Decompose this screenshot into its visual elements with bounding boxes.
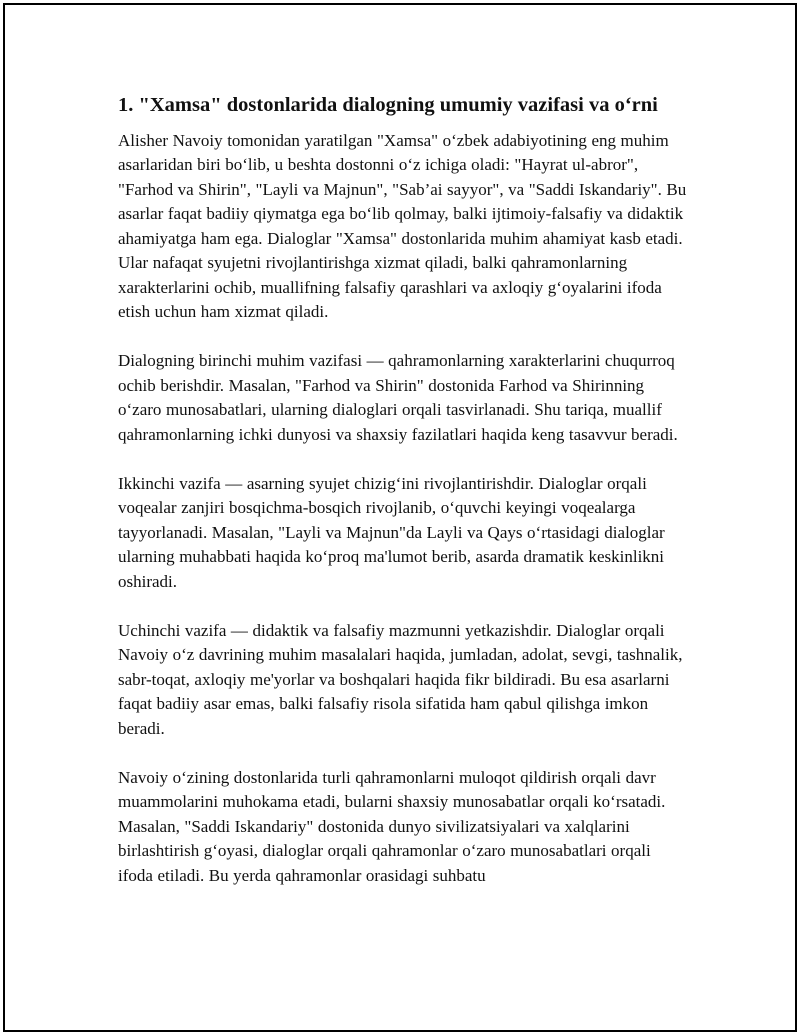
paragraph-1: Alisher Navoiy tomonidan yaratilgan "Xamsa" o‘zbek adabiyotining eng muhim asarlaridan biri bo‘lib, u beshta dostonni o‘z ichiga oladi: "Hayrat ul-abror", "Farhod va Shirin", "Layli va Majnun", "Sab’ai sayyor", va "Saddi Iskandariy". Bu asarlar faqat badiiy qiymatga ega bo‘lib qolmay, balki ijtimoiy-falsafiy va didaktik ahamiyatga ham ega. Dialoglar "Xamsa" dostonlarida muhim ahamiyat kasb etadi. Ular nafaqat syujetni rivojlantirishga xizmat qiladi, balki qahramonlarning xarakterlarini ochib, muallifning falsafiy qarashlari va axloqiy g‘oyalarini ifoda etish uchun ham xizmat qiladi. — [118, 130, 687, 322]
section-heading: 1. "Xamsa" dostonlarida dialogning umumiy vazifasi va o‘rni — [118, 94, 658, 116]
paragraph-4: Uchinchi vazifa — didaktik va falsafiy mazmunni yetkazishdir. Dialoglar orqali Navoiy o‘z davrining muhim masalalari haqida, jumladan, adolat, sevgi, tashnalik, sabr-toqat, axloqiy me'yorlar va boshqalari haqida fikr bildiradi. Bu esa asarlarni faqat badiiy asar emas, balki falsafiy risola sifatida ham qabul qilishga imkon beradi. — [118, 620, 683, 738]
paragraph-2: Dialogning birinchi muhim vazifasi — qahramonlarning xarakterlarini chuqurroq ochib berishdir. Masalan, "Farhod va Shirin" dostonida Farhod va Shirinning o‘zaro munosabatlari, ularning dialoglari orqali tasvirlanadi. Shu tariqa, muallif qahramonlarning ichki dunyosi va shaxsiy fazilatlari haqida keng tasavvur beradi. — [118, 351, 678, 444]
paragraph-3: Ikkinchi vazifa — asarning syujet chizig‘ini rivojlantirishdir. Dialoglar orqali voqealar zanjiri bosqichma-bosqich rivojlanib, o‘quvchi keyingi voqealarga tayyorlanadi. Masalan, "Layli va Majnun"da Layli va Qays o‘rtasidagi dialoglar ularning muhabbati haqida ko‘proq ma'lumot berib, asarda dramatik keskinlikni oshiradi. — [118, 473, 665, 591]
document-body — [118, 92, 688, 913]
paragraph-5: Navoiy o‘zining dostonlarida turli qahramonlarni muloqot qildirish orqali davr muammolarini muhokama etadi, bularni shaxsiy munosabatlar orqali ko‘rsatadi. Masalan, "Saddi Iskandariy" dostonida dunyo sivilizatsiyalari va xalqlarini birlashtirish g‘oyasi, dialoglar orqali qahramonlar o‘zaro munosabatlari orqali ifoda etiladi. Bu yerda qahramonlar orasidagi suhbatu — [118, 767, 666, 885]
